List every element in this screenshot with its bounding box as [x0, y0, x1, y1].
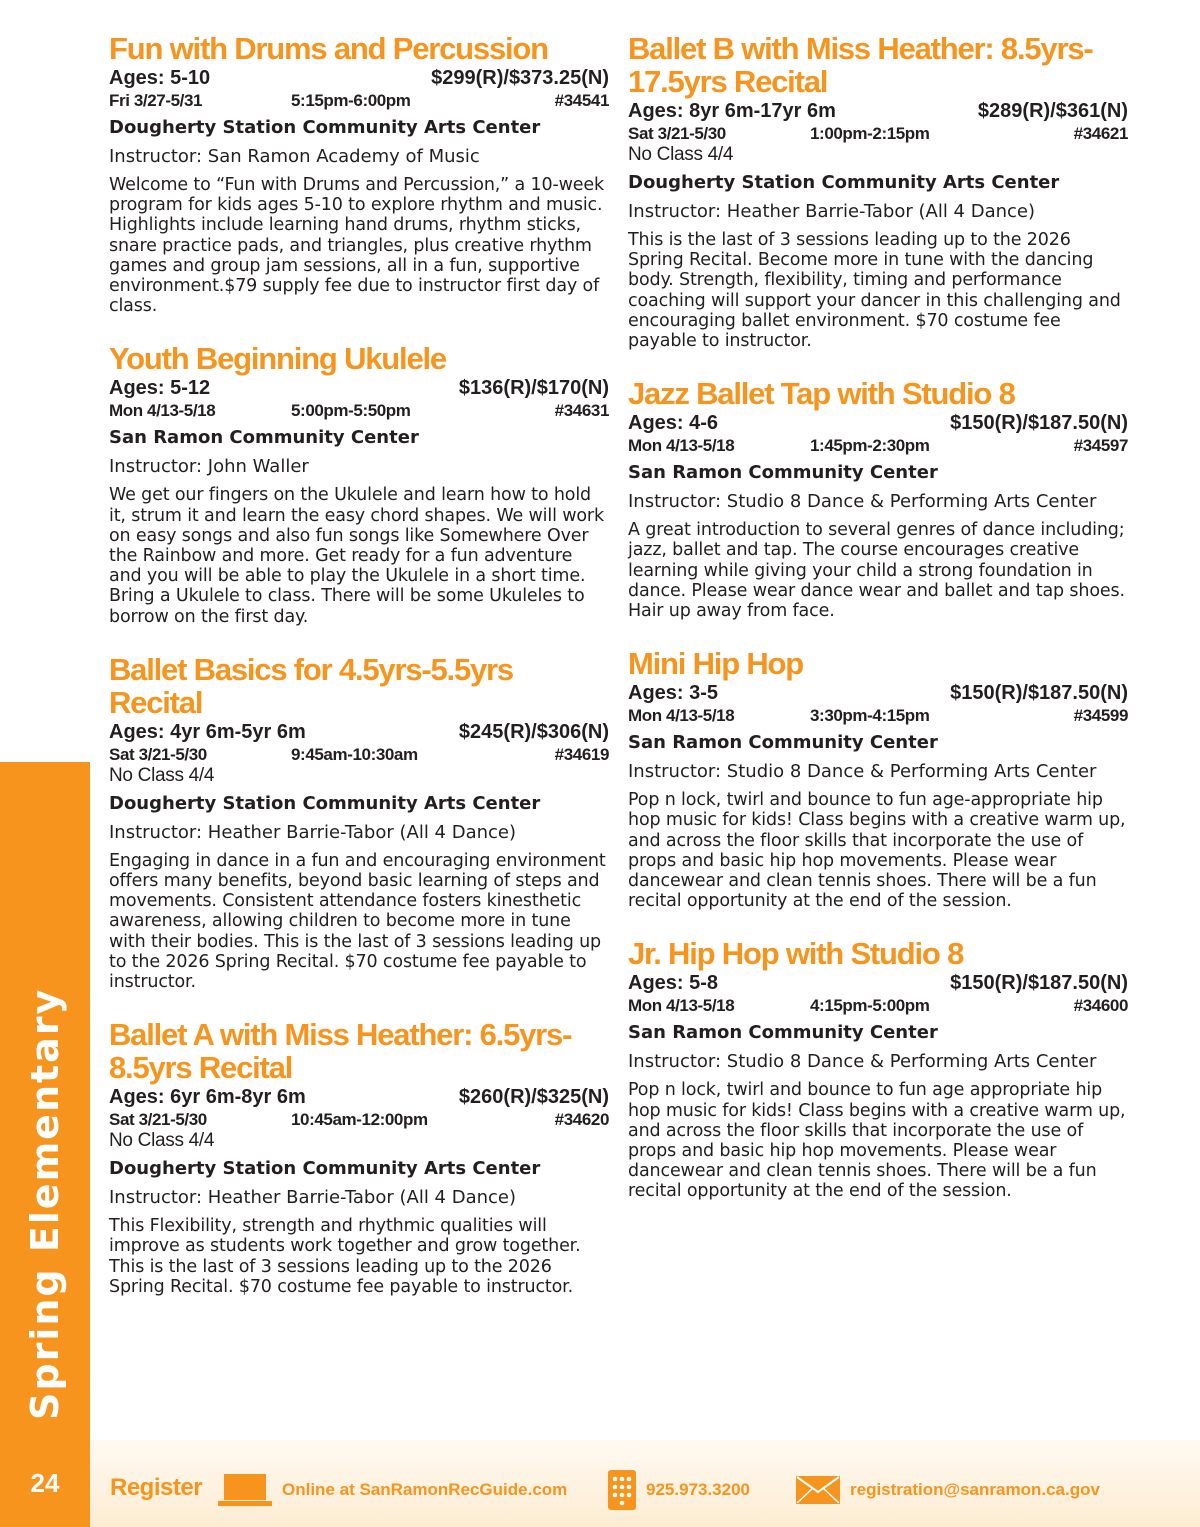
course-dates: Sat 3/21-5/30 [109, 744, 207, 764]
ages-price-row [628, 682, 1128, 705]
course-location: San Ramon Community Center [628, 462, 938, 484]
course-location: Dougherty Station Community Arts Center [109, 117, 541, 138]
course-location: San Ramon Community Center [109, 427, 419, 449]
course-listing [628, 377, 1128, 621]
course-title: Ballet Basics for 4.5yrs-5.5yrs Recital [109, 651, 513, 720]
course-location: San Ramon Community Center [628, 732, 938, 754]
course-dates: Fri 3/27-5/31 [109, 91, 203, 110]
schedule-when [628, 123, 930, 144]
ages-price-row [628, 100, 1128, 123]
course-ages: Ages: 5-8 [628, 972, 719, 995]
course-instructor: Instructor: Heather Barrie-Tabor (All 4 Dance) [628, 201, 1036, 222]
course-note: No Class 4/4 [109, 764, 215, 786]
course-ages: Ages: 3-5 [628, 682, 719, 705]
schedule-when [109, 400, 411, 421]
schedule-when [628, 705, 930, 726]
course-ages: Ages: 8yr 6m-17yr 6m [628, 100, 836, 122]
course-listing [628, 647, 1128, 911]
course-instructor: Instructor: Heather Barrie-Tabor (All 4 Dance) [109, 821, 517, 843]
schedule-row [109, 1109, 609, 1130]
course-instructor: Instructor: Heather Barrie-Tabor (All 4 Dance) [109, 1187, 517, 1209]
ages-price-row [109, 721, 609, 744]
course-price: $245(R)/$306(N) [458, 720, 609, 743]
course-dates: Mon 4/13-5/18 [628, 436, 735, 456]
course-location: Dougherty Station Community Arts Center [628, 172, 1060, 193]
schedule-when [109, 1109, 428, 1130]
course-dates: Mon 4/13-5/18 [109, 401, 216, 421]
course-title: Jazz Ballet Tap with Studio 8 [628, 376, 1015, 412]
course-ages: Ages: 4yr 6m-5yr 6m [109, 720, 306, 743]
course-description: Pop n lock, twirl and bounce to fun age appropriate hip hop music for kids! Class begins with a creative warm up, and across the floor skills that incorporate the use of props and basic hip hop movements. Please wear dancewear and clean tennis shoes. There will be a fun recital opportunity at the end of the session. [628, 1080, 1126, 1202]
course-location: Dougherty Station Community Arts Center [109, 1158, 541, 1180]
schedule-when [628, 995, 930, 1016]
course-instructor: Instructor: John Waller [109, 456, 309, 478]
course-title: Ballet A with Miss Heather: 6.5yrs-8.5yrs Recital [109, 1017, 572, 1086]
course-title: Ballet B with Miss Heather: 8.5yrs-17.5yrs Recital [628, 31, 1093, 99]
course-time: 1:45pm-2:30pm [810, 436, 930, 456]
course-listing [109, 1018, 609, 1297]
course-instructor: Instructor: Studio 8 Dance & Performing Arts Center [628, 491, 1097, 513]
course-time: 5:00pm-5:50pm [291, 401, 411, 421]
course-listing [109, 32, 609, 316]
course-code: #34620 [554, 1110, 609, 1130]
laptop-icon [218, 1474, 272, 1506]
course-ages: Ages: 5-12 [109, 377, 211, 400]
ages-price-row [109, 377, 609, 400]
email-link[interactable]: registration@sanramon.ca.gov [850, 1480, 1100, 1499]
course-dates: Mon 4/13-5/18 [628, 996, 735, 1016]
course-price: $150(R)/$187.50(N) [950, 972, 1128, 995]
phone-keypad-icon [608, 1470, 636, 1510]
course-ages: Ages: 6yr 6m-8yr 6m [109, 1086, 306, 1109]
schedule-row [628, 123, 1128, 144]
envelope-icon [796, 1476, 840, 1504]
course-price: $150(R)/$187.50(N) [950, 682, 1128, 705]
course-dates: Sat 3/21-5/30 [109, 1110, 207, 1130]
course-code: #34541 [554, 91, 609, 110]
ages-price-row [109, 67, 609, 90]
course-listing [628, 32, 1128, 351]
course-description: Welcome to “Fun with Drums and Percussion,” a 10-week program for kids ages 5-10 to explore rhythm and music. Highlights include learning hand drums, rhythm sticks, snare practice pads, and triangles, plus creative rhythm games and group jam sessions, all in a fun, supportive environment.$79 supply fee due to instructor first day of class. [109, 175, 604, 317]
schedule-row [109, 744, 609, 765]
section-title: Spring Elementary [23, 987, 67, 1420]
schedule-row [628, 995, 1128, 1016]
course-ages: Ages: 4-6 [628, 412, 719, 435]
course-dates: Sat 3/21-5/30 [628, 124, 726, 143]
course-title: Youth Beginning Ukulele [109, 341, 446, 377]
course-listing [109, 342, 609, 626]
course-code: #34597 [1073, 436, 1128, 456]
course-instructor: Instructor: Studio 8 Dance & Performing Arts Center [628, 761, 1097, 783]
course-time: 1:00pm-2:15pm [810, 124, 930, 143]
course-price: $260(R)/$325(N) [458, 1086, 609, 1109]
course-time: 4:15pm-5:00pm [810, 996, 930, 1016]
schedule-when [109, 744, 418, 765]
schedule-row [628, 435, 1128, 456]
course-description: We get our fingers on the Ukulele and learn how to hold it, strum it and learn the easy chord shapes. We will work on easy songs and also fun songs like Somewhere Over the Rainbow and more. Get ready for a fun adventure and you will be able to play the Ukulele in a short time. Bring a Ukulele to class. There will be some Ukuleles to borrow on the first day. [109, 485, 604, 627]
phone-link[interactable]: 925.973.3200 [646, 1480, 750, 1499]
course-description: This Flexibility, strength and rhythmic qualities will improve as students work together and grow together. This is the last of 3 sessions leading up to the 2026 Spring Recital. $70 costume fee payable to instructor. [109, 1216, 581, 1297]
ages-price-row [109, 1086, 609, 1109]
course-price: $289(R)/$361(N) [977, 100, 1128, 122]
course-price: $136(R)/$170(N) [458, 377, 609, 400]
course-price: $299(R)/$373.25(N) [431, 67, 609, 89]
ages-price-row [628, 972, 1128, 995]
course-time: 5:15pm-6:00pm [291, 91, 411, 110]
course-location: Dougherty Station Community Arts Center [109, 792, 541, 814]
course-ages: Ages: 5-10 [109, 67, 211, 89]
course-price: $150(R)/$187.50(N) [950, 412, 1128, 435]
ages-price-row [628, 412, 1128, 435]
course-code: #34631 [554, 401, 609, 421]
online-link[interactable]: Online at SanRamonRecGuide.com [282, 1480, 568, 1499]
course-instructor: Instructor: Studio 8 Dance & Performing Arts Center [628, 1051, 1097, 1073]
course-location: San Ramon Community Center [628, 1022, 938, 1044]
course-time: 9:45am-10:30am [291, 744, 418, 764]
course-time: 10:45am-12:00pm [291, 1110, 428, 1130]
course-instructor: Instructor: San Ramon Academy of Music [109, 146, 480, 167]
course-description: This is the last of 3 sessions leading up to the 2026 Spring Recital. Become more in tune with the dancing body. Strength, flexibility, timing and performance coaching will support your dancer in this challenging and encouraging ballet environment. $70 costume fee payable to instructor. [628, 230, 1121, 352]
page-number: 24 [30, 1468, 60, 1498]
course-title: Fun with Drums and Percussion [109, 31, 548, 66]
right-column [628, 32, 1128, 1228]
schedule-row [628, 705, 1128, 726]
course-time: 3:30pm-4:15pm [810, 706, 930, 726]
schedule-row [109, 400, 609, 421]
schedule-when [109, 90, 411, 111]
course-code: #34599 [1073, 706, 1128, 726]
course-description: Pop n lock, twirl and bounce to fun age-appropriate hip hop music for kids! Class begins with a creative warm up, and across the floor skills that incorporate the use of props and basic hip hop movements. Please wear dancewear and clean tennis shoes. There will be a fun recital opportunity at the end of the session. [628, 790, 1126, 912]
course-listing [628, 937, 1128, 1201]
course-dates: Mon 4/13-5/18 [628, 706, 735, 726]
course-note: No Class 4/4 [628, 144, 734, 165]
course-note: No Class 4/4 [109, 1130, 215, 1152]
course-listing [109, 653, 609, 992]
register-label: Register [110, 1474, 203, 1501]
course-code: #34621 [1073, 124, 1128, 143]
course-title: Mini Hip Hop [628, 646, 804, 682]
course-description: Engaging in dance in a fun and encouraging environment offers many benefits, beyond basic learning of steps and movements. Consistent attendance fosters kinesthetic awareness, allowing children to become more in tune with their bodies. This is the last of 3 sessions leading up to the 2026 Spring Recital. $70 costume fee payable to instructor. [109, 850, 606, 993]
schedule-when [628, 435, 930, 456]
schedule-row [109, 90, 609, 111]
course-code: #34619 [554, 744, 609, 764]
course-description: A great introduction to several genres of dance including; jazz, ballet and tap. The course encourages creative learning while giving your child a strong foundation in dance. Please wear dance wear and ballet and tap shoes. Hair up away from face. [628, 520, 1125, 622]
course-title: Jr. Hip Hop with Studio 8 [628, 936, 964, 972]
course-code: #34600 [1073, 996, 1128, 1016]
left-column [109, 32, 609, 1323]
